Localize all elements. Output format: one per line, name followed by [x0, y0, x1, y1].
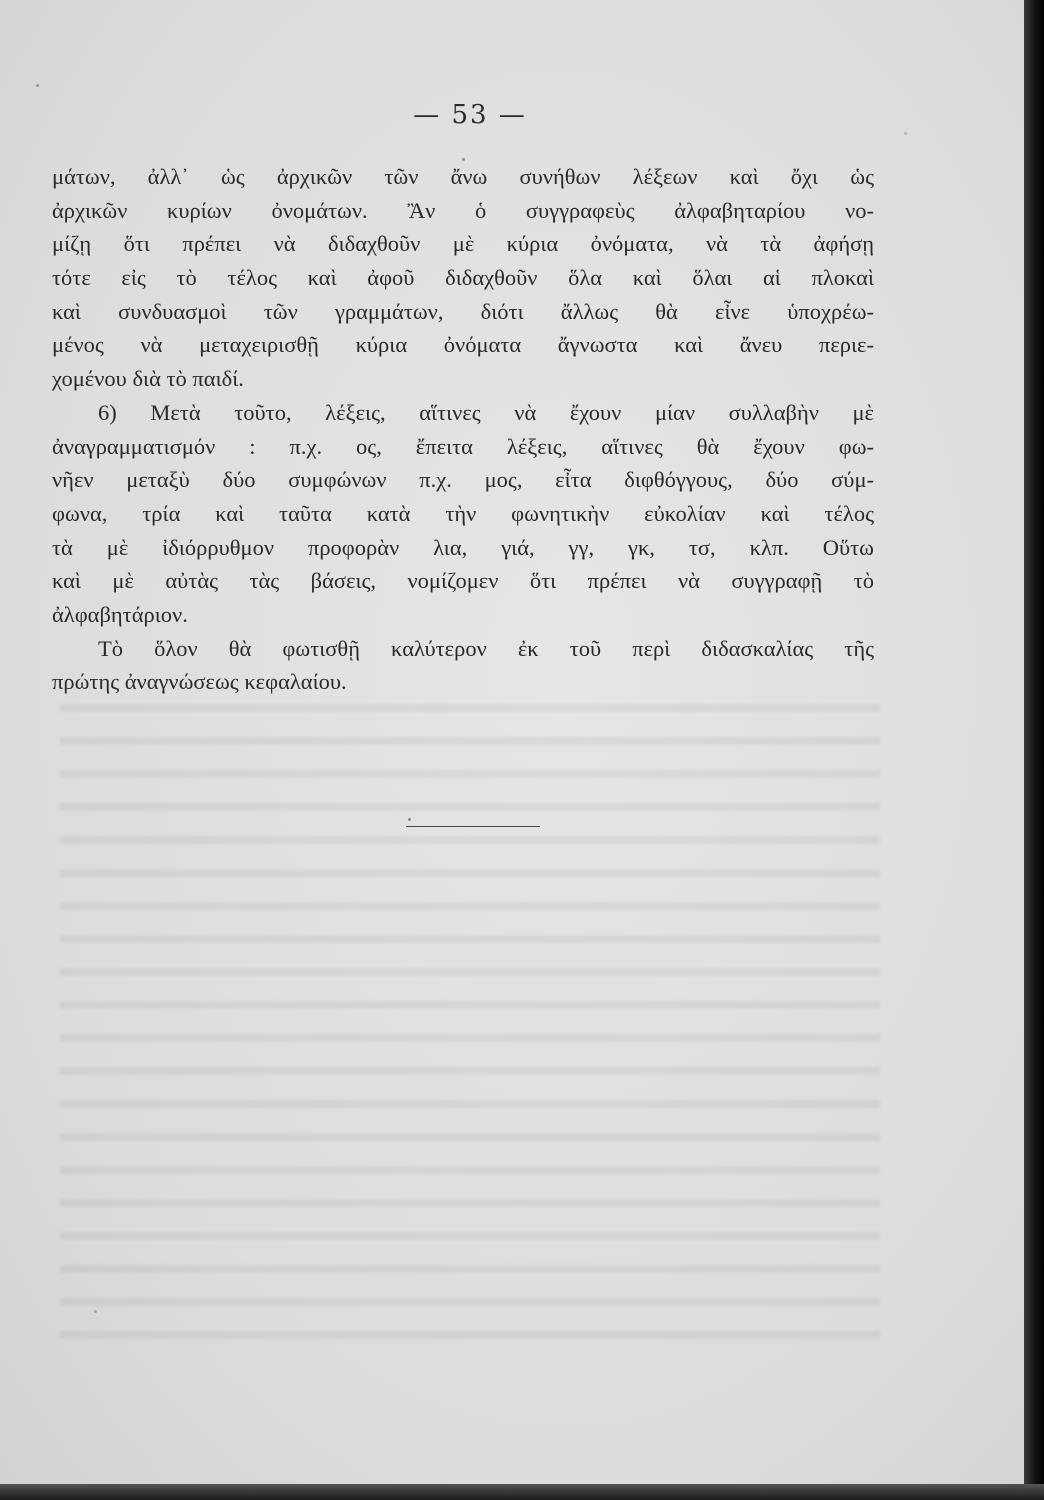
text-line: πρώτης ἀναγνώσεως κεφαλαίου. [52, 669, 347, 695]
text-line: 6) Μετὰ τοῦτο, λέξεις, αἵτινες νὰ ἔχουν μίαν συλλαβὴν μὲ [98, 399, 874, 425]
ink-speck [904, 132, 907, 135]
text-line: μάτων, ἀλλ᾽ ὡς ἀρχικῶν τῶν ἄνω συνήθων λέξεων καὶ ὄχι ὡς [52, 164, 874, 189]
text-line: τότε εἰς τὸ τέλος καὶ ἀφοῦ διδαχθοῦν ὅλα καὶ ὅλαι αἱ πλοκαὶ [52, 265, 874, 291]
scan-edge-bottom [0, 1484, 1044, 1500]
body-text [52, 160, 874, 699]
text-line: νῆεν μεταξὺ δύο συμφώνων π.χ. μος, εἶτα διφθόγγους, δύο σύμ- [52, 467, 874, 493]
text-line: ἀναγραμματισμόν : π.χ. ος, ἔπειτα λέξεις, αἵτινες θὰ ἔχουν φω- [52, 433, 874, 459]
show-through-text [60, 690, 880, 1350]
text-line: φωνα, τρία καὶ ταῦτα κατὰ τὴν φωνητικὴν εὐκολίαν καὶ τέλος [52, 500, 874, 526]
text-line: τὰ μὲ ἰδιόρρυθμον προφορὰν λια, γιά, γγ, γκ, τσ, κλπ. Οὕτω [52, 534, 874, 560]
text-line: ἀρχικῶν κυρίων ὀνομάτων. Ἂν ὁ συγγραφεὺς ἀλφαβηταρίου νο- [52, 197, 874, 223]
text-line: καὶ μὲ αὐτὰς τὰς βάσεις, νομίζομεν ὅτι πρέπει νὰ συγγραφῇ τὸ [52, 568, 874, 594]
text-line: Τὸ ὅλον θὰ φωτισθῇ καλύτερον ἐκ τοῦ περὶ διδασκαλίας τῆς [98, 635, 874, 661]
ink-speck [462, 158, 465, 161]
ink-speck [94, 1310, 97, 1313]
ink-speck [408, 818, 411, 821]
text-line: μίζῃ ὅτι πρέπει νὰ διδαχθοῦν μὲ κύρια ὀνόματα, νὰ τὰ ἀφήσῃ [52, 231, 874, 257]
text-line: χομένου διὰ τὸ παιδί. [52, 366, 244, 392]
ink-speck [36, 84, 39, 87]
section-divider [406, 826, 540, 827]
text-line: καὶ συνδυασμοὶ τῶν γραμμάτων, διότι ἄλλως θὰ εἶνε ὑποχρέω- [52, 298, 874, 324]
scan-edge-right [1024, 0, 1044, 1500]
text-line: μένος νὰ μεταχειρισθῇ κύρια ὀνόματα ἄγνωστα καὶ ἄνευ περιε- [52, 332, 874, 358]
page-number: — 53 — [413, 100, 527, 130]
text-line: ἀλφαβητάριον. [52, 601, 188, 627]
